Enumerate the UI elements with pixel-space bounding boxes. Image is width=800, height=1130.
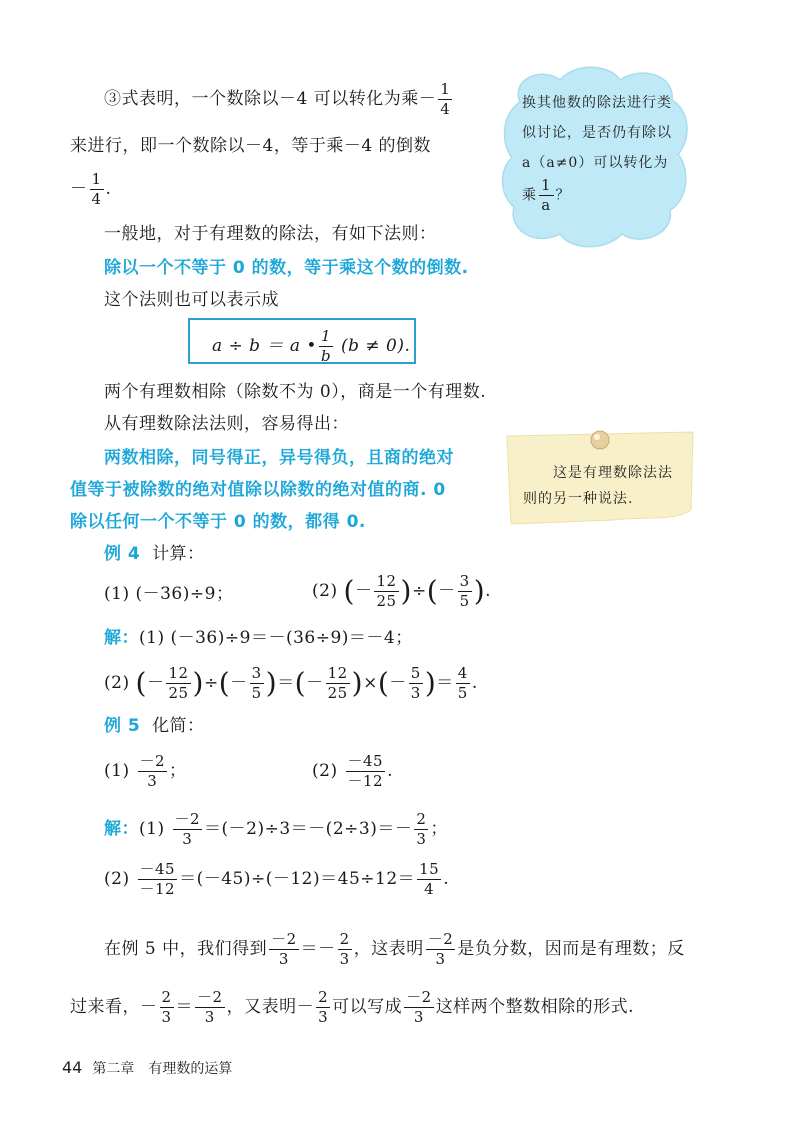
fraction: $\frac{12}{25}$ (376, 572, 397, 610)
para1-line3: － $\frac{1}{4}$ . (70, 170, 112, 208)
cloud-note (500, 62, 692, 252)
fraction: $\frac{-2}{3}$ (427, 930, 454, 968)
fraction: $\frac{-2}{3}$ (406, 988, 432, 1026)
closing-line2: 过来看，－ $\frac{2}{3}$ ＝ $\frac{-2}{3}$ ，又表明－ $\frac{2}{3}$ 可以写成 $\frac{-2}{3}$ 这样两个整数相除的形式. (70, 988, 635, 1026)
example4-solution2: (2) (－ $\frac{12}{25}$ )÷(－ $\frac{3}{5}$ )＝(－ $\frac{12}{25}$ )×(－ $\frac{5}{3}$ )＝ $\frac{4}{5}$ . (104, 664, 478, 702)
para1-line2: 来进行，即一个数除以－4，等于乘－4 的倒数 (70, 136, 432, 156)
fraction: $\frac{4}{5}$ (457, 664, 468, 702)
rule-expr-intro: 这个法则也可以表示成 (104, 290, 279, 310)
example5-heading: 例 5 化简： (104, 716, 205, 736)
pin-icon (591, 431, 609, 449)
example4-solution1: 解：(1) (－36)÷9＝－(36÷9)＝－4； (104, 628, 413, 648)
fraction: $\frac{3}{5}$ (251, 664, 262, 702)
pinned-note-text: 这是有理数除法法 则的另一种说法. (523, 465, 673, 507)
fraction: $\frac{15}{4}$ (419, 860, 440, 898)
fraction: $\frac{-2}{3}$ (174, 810, 201, 848)
fraction: $\frac{12}{25}$ (168, 664, 189, 702)
fraction: $\frac{5}{3}$ (410, 664, 421, 702)
rule2-line3: 除以任何一个不等于 0 的数，都得 0. (70, 512, 366, 532)
pinned-note (503, 430, 697, 526)
cloud-note-text: 换其他数的除法进行类似讨论，是否仍有除以 a（a≠0）可以转化为乘 $\frac{1}{a}$ ？ (522, 95, 672, 214)
fraction: $\frac{2}{3}$ (339, 930, 350, 968)
fraction: $\frac{12}{25}$ (327, 664, 348, 702)
fraction: $\frac{1}{4}$ (91, 170, 102, 208)
example4-problem2: (2) (－ $\frac{12}{25}$ )÷(－ $\frac{3}{5}$ ). (312, 572, 492, 610)
example4-problem1: (1) (－36)÷9； (104, 584, 234, 604)
fraction: $\frac{-2}{3}$ (271, 930, 297, 968)
fraction: $\frac{1}{a}$ (541, 176, 552, 214)
example5-problem2: (2) $\frac{-45}{-12}$ . (312, 752, 393, 790)
formula: a ÷ b ＝ a • $\frac{1}{b}$ (b ≠ 0). (212, 327, 411, 365)
example5-solution2: (2) $\frac{-45}{-12}$ ＝(－45)÷(－12)＝45÷12＝ $\frac{15}{4}$ . (104, 860, 450, 898)
rule2-line2: 值等于被除数的绝对值除以除数的绝对值的商. 0 (70, 480, 446, 500)
fraction: $\frac{3}{5}$ (459, 572, 470, 610)
example5-solution1: 解：(1) $\frac{-2}{3}$ ＝(－2)÷3＝－(2÷3)＝－ $\frac{2}{3}$ ； (104, 810, 448, 848)
fraction: $\frac{2}{3}$ (416, 810, 427, 848)
general-statement: 一般地，对于有理数的除法，有如下法则： (104, 224, 437, 244)
para1-text: ③式表明，一个数除以－4 可以转化为乘－ (104, 89, 437, 109)
fraction: $\frac{-2}{3}$ (197, 988, 223, 1026)
example4-heading: 例 4 计算： (104, 544, 205, 564)
fraction: $\frac{1}{4}$ (440, 80, 451, 118)
division-rule: 除以一个不等于 0 的数，等于乘这个数的倒数. (104, 258, 469, 278)
fraction: $\frac{1}{b}$ (320, 327, 332, 365)
page-number: 44 (62, 1058, 83, 1077)
fraction: $\frac{-2}{3}$ (139, 752, 166, 790)
fraction: $\frac{2}{3}$ (318, 988, 329, 1026)
para1-line1 (104, 82, 454, 117)
page-footer (62, 1058, 232, 1078)
fraction: $\frac{-45}{-12}$ (139, 860, 176, 898)
example5-problem1: (1) $\frac{-2}{3}$ ； (104, 752, 187, 790)
from-rule-statement: 从有理数除法法则，容易得出： (104, 414, 349, 434)
chapter-title: 第二章 有理数的运算 (92, 1061, 233, 1077)
closing-line1: 在例 5 中，我们得到 $\frac{-2}{3}$ ＝－ $\frac{2}{3}$ ，这表明 $\frac{-2}{3}$ 是负分数，因而是有理数；反 (104, 930, 685, 968)
rule2-line1: 两数相除，同号得正，异号得负，且商的绝对 (104, 448, 454, 468)
fraction: $\frac{2}{3}$ (161, 988, 172, 1026)
fraction: $\frac{-45}{-12}$ (347, 752, 384, 790)
two-division-statement: 两个有理数相除（除数不为 0），商是一个有理数. (104, 382, 487, 402)
